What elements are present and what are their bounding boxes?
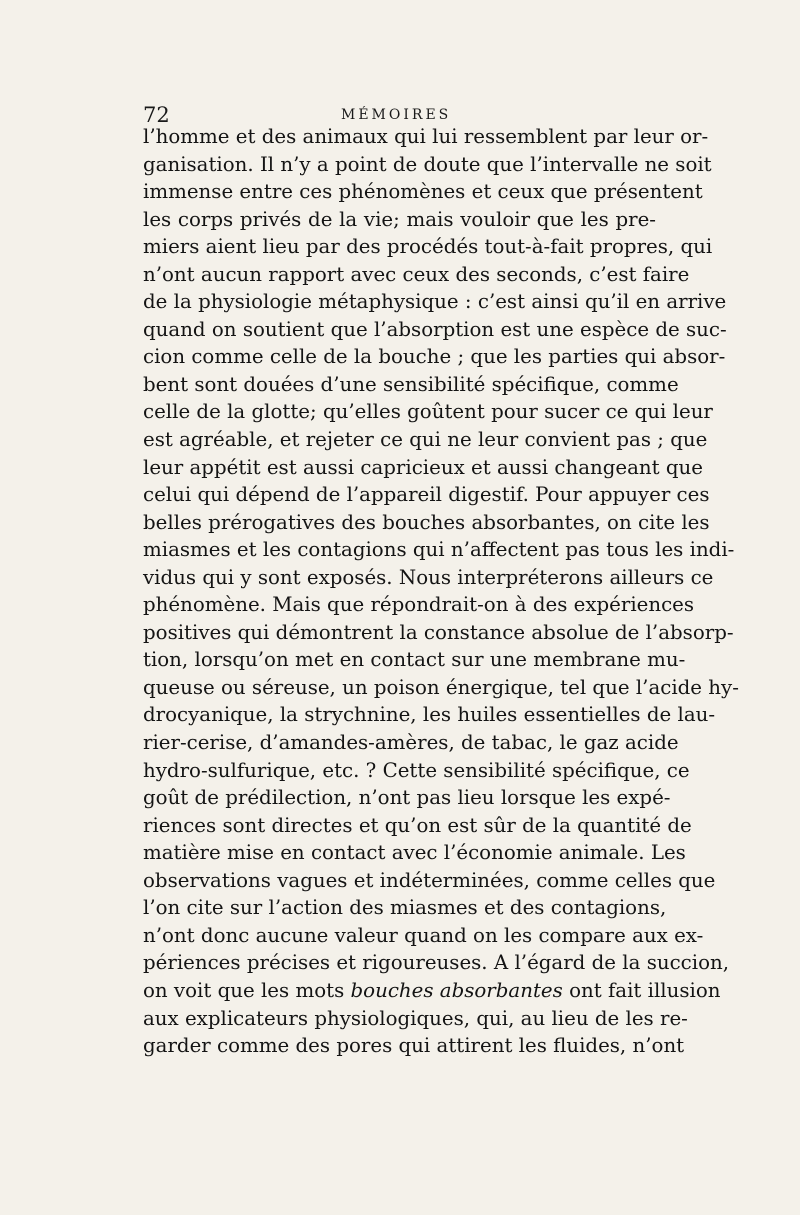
text-line: riences sont directes et qu’on est sûr de la quantité de [143, 813, 692, 837]
running-title: MÉMOIRES [341, 107, 452, 123]
text-line: quand on soutient que l’absorption est une espèce de suc- [143, 317, 727, 341]
text-line: goût de prédilection, n’ont pas lieu lorsque les expé- [143, 786, 671, 810]
text-line: n’ont aucun rapport avec ceux des seconds, c’est faire [143, 262, 690, 286]
text-line: garder comme des pores qui attirent les fluides, n’ont [143, 1034, 685, 1058]
text-line: vidus qui y sont exposés. Nous interpréterons ailleurs ce [143, 565, 714, 589]
text-line: miers aient lieu par des procédés tout-à-fait propres, qui [143, 235, 713, 259]
text-line: belles prérogatives des bouches absorbantes, on cite les [143, 510, 710, 534]
text-line: ganisation. Il n’y a point de doute que l’intervalle ne soit [143, 152, 712, 176]
text-line-with-italic [143, 977, 721, 1005]
text-line: rier-cerise, d’amandes-amères, de tabac, le gaz acide [143, 731, 679, 755]
text-line: cion comme celle de la bouche ; que les parties qui absor- [143, 345, 726, 369]
text-segment: ont fait illusion [562, 978, 721, 1002]
text-line: drocyanique, la strychnine, les huiles essentielles de lau- [143, 703, 716, 727]
page-number: 72 [143, 103, 170, 127]
text-line: positives qui démontrent la constance absolue de l’absorp- [143, 620, 734, 644]
text-line: miasmes et les contagions qui n’affectent pas tous les indi- [143, 538, 735, 562]
text-line: bent sont douées d’une sensibilité spécifique, comme [143, 372, 679, 396]
text-line: est agréable, et rejeter ce qui ne leur convient pas ; que [143, 428, 708, 452]
text-line: l’on cite sur l’action des miasmes et des contagions, [143, 896, 667, 920]
text-line: les corps privés de la vie; mais vouloir que les pre- [143, 207, 656, 231]
text-line: queuse ou séreuse, un poison énergique, tel que l’acide hy- [143, 675, 739, 699]
text-line: observations vagues et indéterminées, comme celles que [143, 868, 716, 892]
text-line: celle de la glotte; qu’elles goûtent pour sucer ce qui leur [143, 400, 713, 424]
text-line: immense entre ces phénomènes et ceux que présentent [143, 180, 703, 204]
text-line: n’ont donc aucune valeur quand on les compare aux ex- [143, 923, 704, 947]
text-line: périences précises et rigoureuses. A l’égard de la succion, [143, 951, 730, 975]
text-line: celui qui dépend de l’appareil digestif. Pour appuyer ces [143, 483, 710, 507]
text-line: leur appétit est aussi capricieux et aussi changeant que [143, 455, 704, 479]
italic-phrase: bouches absorbantes [350, 978, 563, 1002]
text-line: phénomène. Mais que répondrait-on à des expériences [143, 593, 695, 617]
text-line: aux explicateurs physiologiques, qui, au lieu de les re- [143, 1006, 688, 1030]
text-line: hydro-sulfurique, etc. ? Cette sensibilité spécifique, ce [143, 758, 690, 782]
body-text [143, 123, 739, 1060]
text-line: matière mise en contact avec l’économie animale. Les [143, 841, 686, 865]
text-segment: on voit que les mots [143, 978, 351, 1002]
text-line: l’homme et des animaux qui lui ressemblent par leur or- [143, 125, 709, 148]
text-line: de la physiologie métaphysique : c’est ainsi qu’il en arrive [143, 290, 727, 314]
text-line: tion, lorsqu’on met en contact sur une membrane mu- [143, 648, 686, 672]
